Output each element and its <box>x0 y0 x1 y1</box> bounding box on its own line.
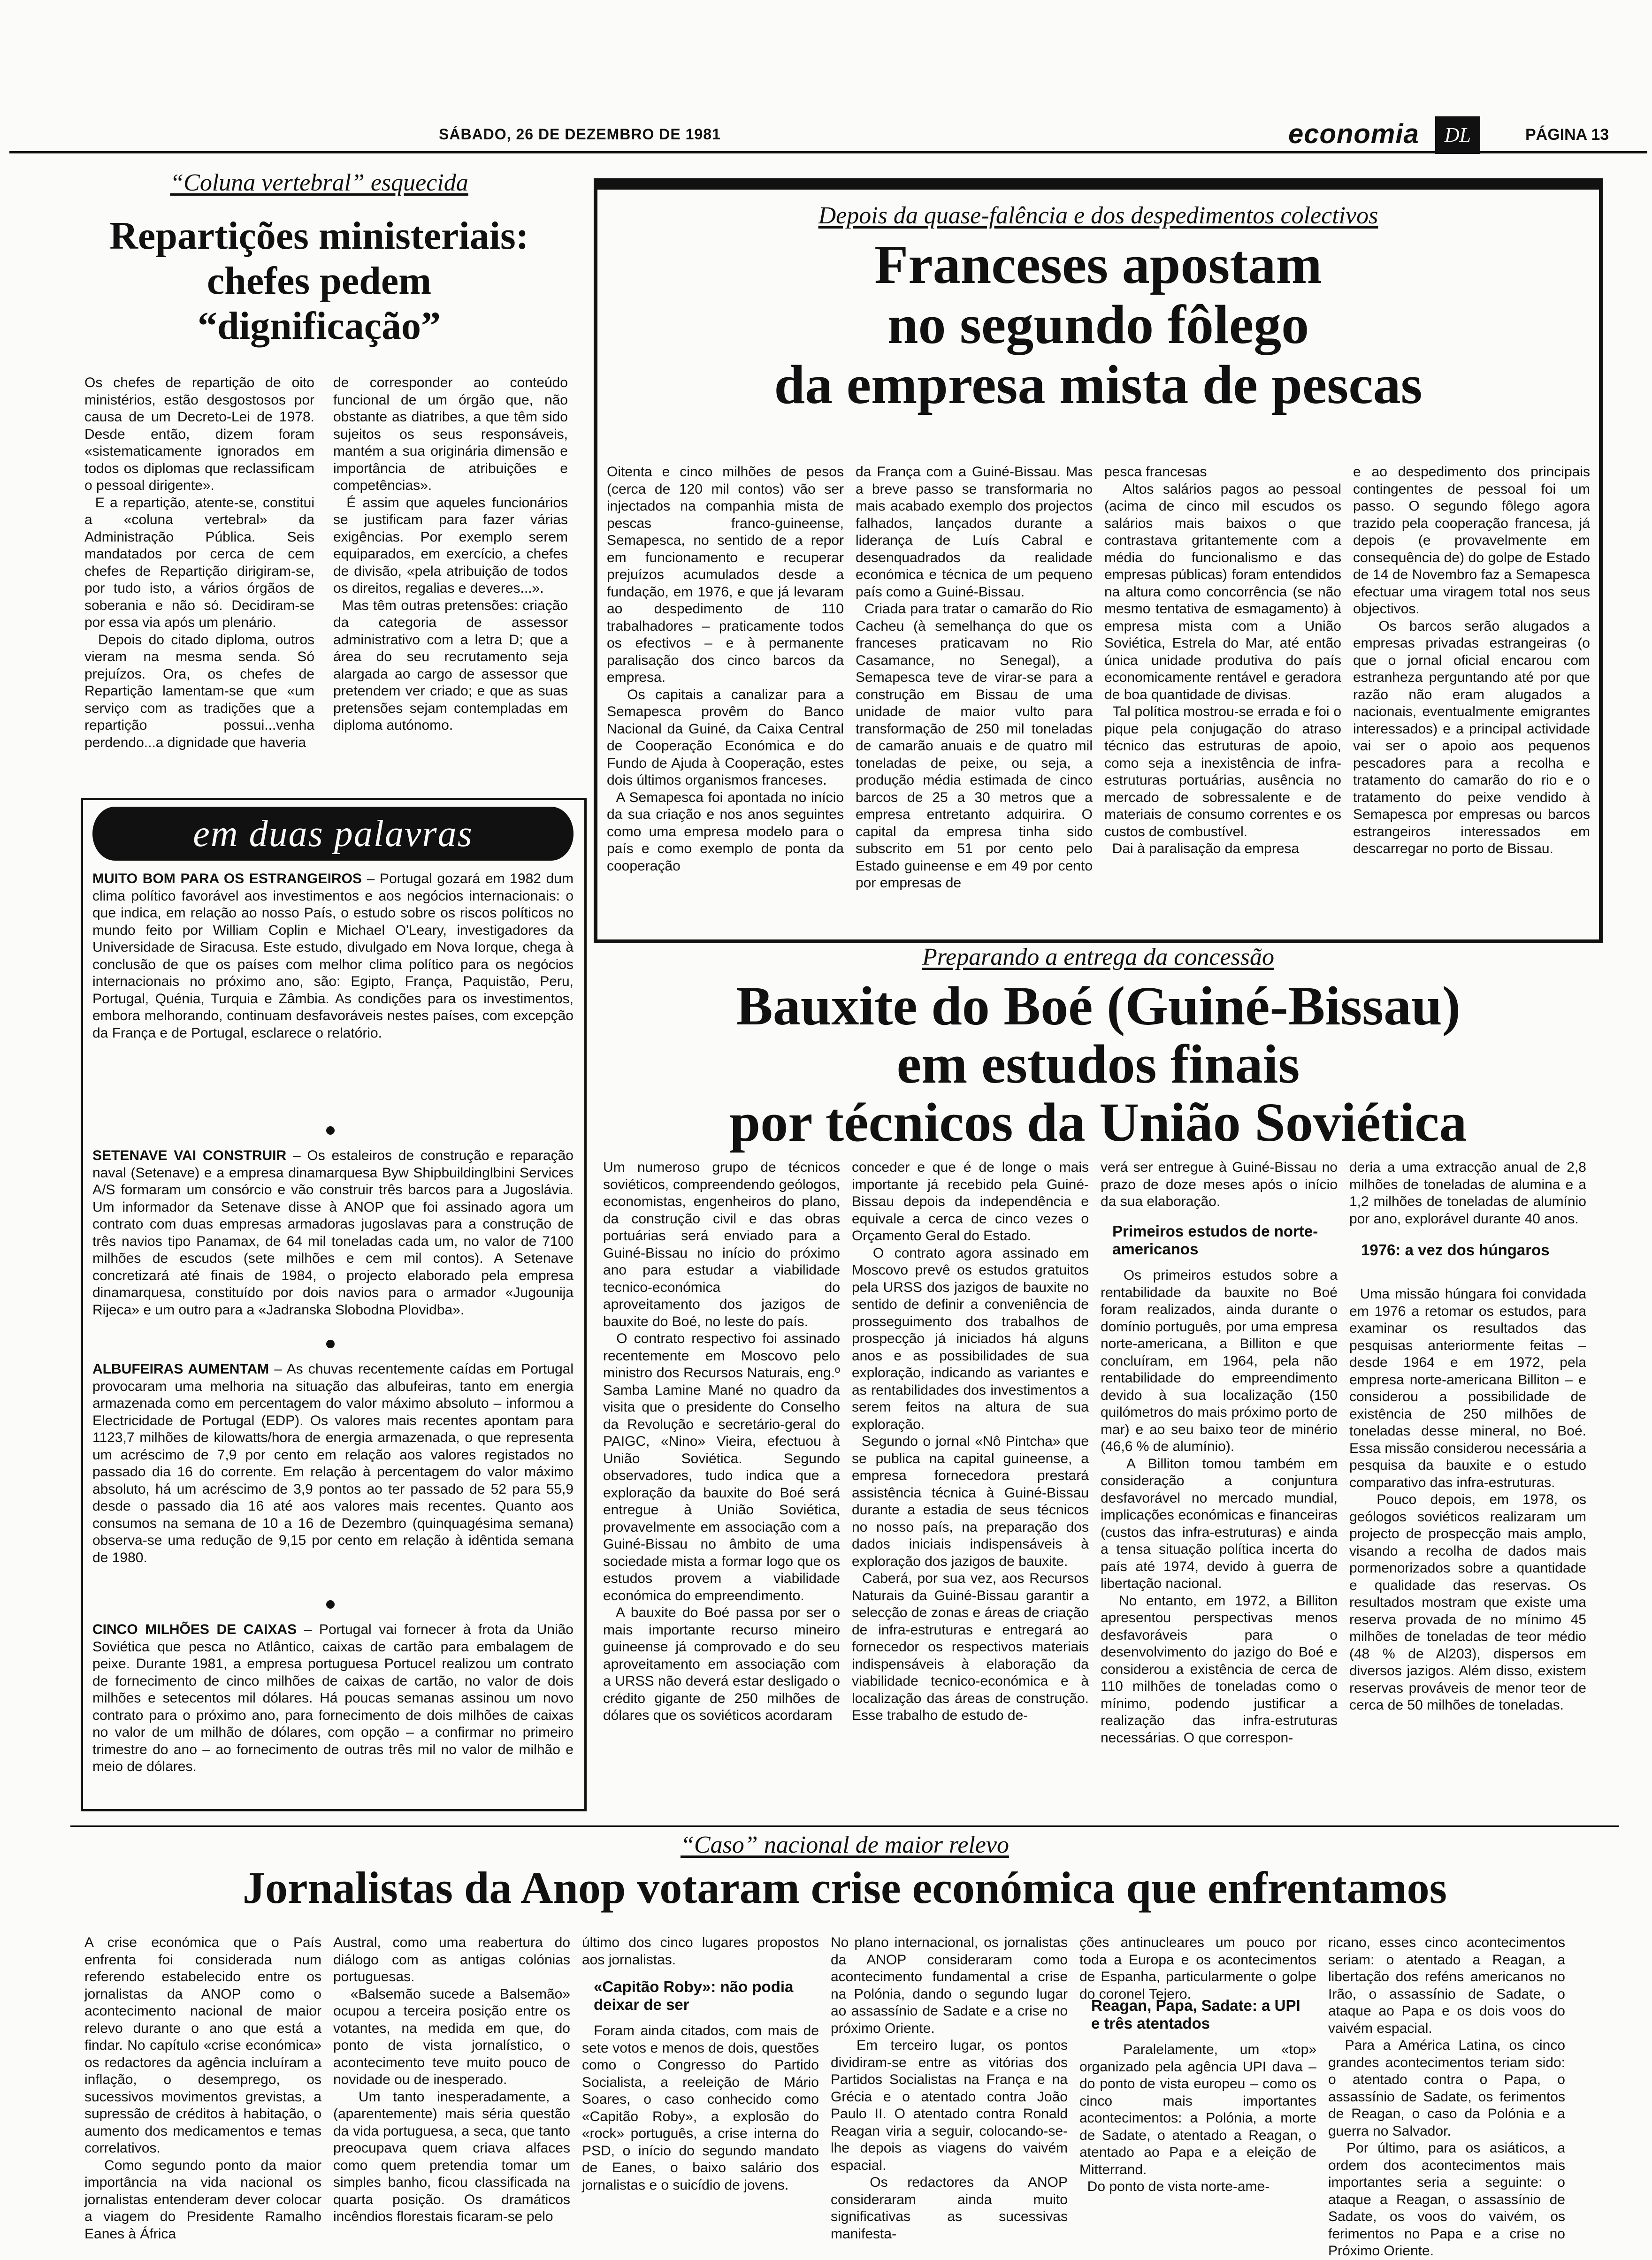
article-body-col-5b: Paralelamente, um «top» organizado pela agência UPI dava – do ponto de vista europeu – como os cinco mais importantes acontecimentos: a Polónia, a morte de Sadate, o atentado a Reagan, o atentado ao Papa e a eleição de Mitterrand. Do ponto de vista norte-ame- <box>1079 2042 1316 2194</box>
article-body-col-1: Um numeroso grupo de técnicos soviéticos, compreendendo geólogos, economistas, engenheiros do plano, da construção civil e das obras portuárias será enviado para a Guiné-Bissau no início do próximo ano para estudar a viabilidade tecnico-económica do aproveitamento dos jazigos de bauxite do Boé, no leste do país. O contrato respectivo foi assinado recentemente em Moscovo pelo ministro dos Recursos Naturais, eng.º Samba Lamine Mané no quadro da visita que o presidente do Conselho da Revolução e secretário-geral do PAIGC, «Nino» Vieira, efectuou à União Soviética. Segundo observadores, tudo indica que a exploração da bauxite do Boé será entregue à União Soviética, provavelmente em associação com a Guiné-Bissau no âmbito de uma sociedade mista a formar logo que os estudos provem a viabilidade económica do empreendimento. A bauxite do Boé passa por ser o mais importante recurso mineiro guineense já comprovado e do seu aproveitamento em associação com a URSS não deverá estar desligado o crédito gigante de 250 milhões de dólares que os soviéticos acordaram <box>603 1160 841 1723</box>
page-number: PÁGINA 13 <box>1525 126 1609 144</box>
article-body-col-4: No plano internacional, os jornalistas da ANOP consideraram como acontecimento fundamental a crise na Polónia, dando o segundo lugar ao assassínio de Sadate e a crise no próximo Oriente. Em terceiro lugar, os pontos dividiram-se entre as vitórias dos Partidos Socialistas na França e na Grécia e o atentado contra João Paulo II. O atentado contra Ronald Reagan viria a seguir, colocando-se-lhe depois as viagens do vaivém espacial. Os redactores da ANOP consideraram ainda muito significativas as sucessivas manifesta- <box>831 1935 1068 2242</box>
brief-item: ALBUFEIRAS AUMENTAM – As chuvas recentemente caídas em Portugal provocaram uma melhoria na situação das albufeiras, tanto em energia armazenada como em percentagem do valor máximo absoluto – informou a Electricidade de Portugal (EDP). Os valores mais recentes apontam para 1123,7 milhões de kilowatts/hora de energia armazenada, o que representa um acréscimo de 7,9 por cento em relação aos valores registados no passado dia 16 do corrente. Em relação à percentagem do valor máximo absoluto, há um acréscimo de 3,9 pontos ao ter passado de 52 para 55,9 desde o passado dia 16 até aos valores mais recentes. Quanto aos consumos na semana de 10 a 16 de Dezembro (quinquagésima semana) observa-se uma redução de 9,15 por cento em relação à idêntida semana de 1980. <box>92 1361 574 1565</box>
article-body-col-3b: Foram ainda citados, com mais de sete votos e menos de dois, questões como o Congresso do Partido Socialista, a reeleição de Mário Soares, o caso conhecido como «Capitão Roby», a explosão do «rock» português, a crise interna do PSD, o início do segundo mandato de Eanes, o baixo salário dos jornalistas e o suicídio de jovens. <box>582 2023 823 2193</box>
article-body-col-2: conceder e que é de longe o mais importante já recebido pela Guiné-Bissau depois da independência e equivale a cerca de cinco vezes o Orçamento Geral do Estado. O contrato agora assinado em Moscovo prevê os estudos gratuitos pela URSS dos jazigos de bauxite no sentido de definir a conveniência de prosseguimento dos trabalhos de prospecção já iniciados há alguns anos e as possibilidades de sua exploração, indicando as variantes e as rentabilidades dos investimentos a serem feitos na altura de sua exploração. Segundo o jornal «Nô Pintcha» que se publica na capital guineense, a empresa fornecedora prestará assistência técnica à Guiné-Bissau durante a estadia de seus técnicos no nosso país, na preparação dos dados iniciais indispensáveis à exploração dos jazigos de bauxite. Caberá, por sua vez, aos Recursos Naturais da Guiné-Bissau garantir a selecção de zonas e áreas de criação de infra-estruturas e entregará ao fornecedor os respectivos materiais indispensáveis à elaboração da viabilidade tecnico-económica e à localização das áreas de construção. Esse trabalho de estudo de- <box>852 1160 1089 1723</box>
page-header <box>0 0 1652 169</box>
article-reparticoes <box>70 169 568 784</box>
bullet-dot <box>326 1600 335 1609</box>
article-body-col-4: e ao despedimento dos principais contingentes de pessoal foi um passo. O segundo fôlego agora trazido pela cooperação francesa, já depois (e provavelmente em consequência de) do golpe de Estado de 14 de Novembro faz a Semapesca efectuar uma viragem total nos seus objectivos. Os barcos serão alugados a empresas privadas estrangeiras (o que o jornal oficial encarou com estranheza perguntando até por que razão não eram alugados a nacionais, eventualmente emigrantes interessados) e a principal actividade vai ser o apoio aos pequenos pescadores para a recolha e tratamento do camarão do rio e o tratamento do peixe vendido à Semapesca por empresas ou barcos estrangeiros interessados em descarregar no porto de Bissau. <box>1353 464 1590 856</box>
article-body-col-2: Austral, como uma reabertura do diálogo com as antigas colónias portuguesas. «Balsemão sucede a Balsemão» ocupou a terceira posição entre os votantes, na medida em que, do ponto de vista jornalístico, o acontecimento teve muito pouco de novidade ou de inesperado. Um tanto inesperadamente, a (aparentemente) mais séria questão da vida portuguesa, a seca, que tanto preocupava quem criava alfaces como quem pretendia tomar um simples banho, ficou classificada na quarta posição. Os dramáticos incêndios florestais ficaram-se pelo <box>333 1935 571 2224</box>
article-body-col-1: Os chefes de repartição de oito ministérios, estão desgostosos por causa de um Decreto-Lei de 1978. Desde então, dizem foram «sistematicamente ignorados em todos os diplomas que reclassificam o pessoal dirigente». E a repartição, atente-se, constitui a «coluna vertebral» da Administração Pública. Seis mandatados por cerca de cem chefes de Repartição dirigiram-se, por tudo isto, a vários órgãos de soberania e não só. Decidiram-se por essa via após um plenário. Depois do citado diploma, outros vieram na mesma senda. Só prejuízos. Ora, os chefes de Repartição lamentam-se que «um serviço com as tradições que a repartição possui...venha perdendo...a dignidade que haveria <box>84 375 315 750</box>
article-headline: Bauxite do Boé (Guiné-Bissau) em estudos finais por técnicos da União Soviética <box>729 975 1467 1153</box>
article-kicker: Preparando a entrega da concessão <box>922 944 1274 970</box>
bullet-dot <box>326 1126 335 1135</box>
article-body-col-5a: ções antinucleares um pouco por toda a Europa e os acontecimentos de Espanha, particularmente o golpe do coronel Tejero. <box>1079 1935 1321 2002</box>
article-body-col-3b: Os primeiros estudos sobre a rentabilidade da bauxite no Boé foram realizados, ainda durante o domínio português, por uma empresa norte-americana, a Billiton e que concluíram, em 1964, pela não rentabilidade do empreendimento devido à sua localização (150 quilómetros do mais próximo porto de mar) e ao seu baixo teor de minério (46,6 % de alumínio). A Billiton tomou também em consideração a conjuntura desfavorável no mercado mundial, implicações económicas e financeiras (custos das infra-estruturas) e ainda a tensa situação política incerta do país até 1974, devido à guerra de libertação nacional. No entanto, em 1972, a Billiton apresentou perspectivas menos desfavoráveis para o desenvolvimento do jazigo do Boé e considerou a existência de cerca de 110 milhões de toneladas como o mínimo, podendo justificar a realização das infra-estruturas necessárias. O que correspon- <box>1101 1267 1338 1746</box>
section-name: economia <box>1288 119 1419 149</box>
news-briefs-box <box>81 798 587 1811</box>
article-body-col-2: de corresponder ao conteúdo funcional de um órgão que, não obstante as diatribes, a que têm sido sujeitos os seus responsáveis, mantém a sua originária dimensão e importância de atribuições e competências». É assim que aqueles funcionários se justificam para fazer várias exigências. Por exemplo serem equiparados, em exercício, a chefes de divisão, «pela atribuição de todos os direitos, regalias e deveres...». Mas têm outras pretensões: criação da categoria de assessor administrativo com a letra D; que a área do seu recrutamento seja alargada ao cargo de assessor que pretendem ver criado; e que as suas pretensões sejam contempladas em diploma autónomo. <box>333 375 568 733</box>
article-body-col-3a: verá ser entregue à Guiné-Bissau no prazo de doze meses após o início da sua elaboração. <box>1101 1160 1342 1209</box>
article-kicker: “Coluna vertebral” esquecida <box>170 169 468 196</box>
article-kicker: “Caso” nacional de maior relevo <box>680 1832 1010 1858</box>
brief-item: SETENAVE VAI CONSTRUIR – Os estaleiros de construção e reparação naval (Setenave) e a empresa dinamarquesa Byw Shipbuildinglbini Services A/S formaram um consórcio e vão construir três barcos para a Jugoslávia. Um informador da Setenave disse à ANOP que foi assinado agora um contrato com duas empresas armadoras jugoslavas para a construção de três navios tipo Panamax, de 64 mil toneladas cada um, no valor de 7100 milhões de escudos (sete milhões e cem mil contos). A Setenave concretizará até finais de 1984, o projecto elaborado pela empresa dinamarquesa, constituído por dois navios para o armador «Jugounija Rijeca» e um outro para a «Jadranska Slobodna Plovidba». <box>92 1148 574 1318</box>
article-pescas-box <box>594 178 1603 943</box>
article-anop <box>70 1825 1619 2259</box>
brief-item: CINCO MILHÕES DE CAIXAS – Portugal vai fornecer à frota da União Soviética que pesca no Atlântico, caixas de cartão para embalagem de peixe. Durante 1981, a empresa portuguesa Portucel realizou um contrato de fornecimento de cinco milhões de caixas de cartão, no valor de dois milhões e setecentos mil dólares. Há poucas semanas assinou um novo contrato para o próximo ano, para fornecimento de dois milhões de caixas no valor de um milhão de dólares, com opção – a confirmar no primeiro trimestre do ano – ao fornecimento de outras três mil no valor de milhão e meio de dólares. <box>92 1622 574 1774</box>
bullet-dot <box>326 1340 335 1348</box>
article-headline: Franceses apostam no segundo fôlego da empresa mista de pescas <box>774 234 1423 415</box>
article-headline: Jornalistas da Anop votaram crise económica que enfrentamos <box>242 1863 1447 1913</box>
article-subheading: «Capitão Roby»: não podia deixar de ser <box>594 1978 794 2013</box>
article-subheading: Reagan, Papa, Sadate: a UPI e três atentados <box>1091 1997 1300 2032</box>
article-headline: Repartições ministeriais: chefes pedem “dignificação” <box>109 214 529 348</box>
section-divider <box>70 1825 1619 1827</box>
article-body-col-1: A crise económica que o País enfrenta foi considerada num referendo estabelecido entre os jornalistas da ANOP como o acontecimento nacional de maior relevo durante o ano que está a findar. No capítulo «crise económica» os redactores da agência incluíram a inflação, o desemprego, os sucessivos movimentos grevistas, a supressão de créditos à habitação, o aumento dos medicamentos e temas correlativos. Como segundo ponto da maior importância na vida nacional os jornalistas entenderam dever colocar a viagem do Presidente Ramalho Eanes à África <box>84 1935 321 2242</box>
article-body-col-6: ricano, esses cinco acontecimentos seriam: o atentado a Reagan, a libertação dos reféns americanos no Irão, o assassínio de Sadate, o ataque ao Papa e os dois voos do vaivém espacial. Para a América Latina, os cinco grandes acontecimentos teriam sido: o atentado contra o Papa, o assassínio de Sadate, os ferimentos de Reagan, o caso da Polónia e a guerra no Salvador. Por último, para os asiáticos, a ordem dos acontecimentos mais importantes seria a seguinte: o ataque a Reagan, o assassínio de Sadate, os voos do vaivém, os ferimentos no Papa e a crise no Próximo Oriente. <box>1328 1935 1566 2259</box>
briefs-banner-title: em duas palavras <box>193 813 473 855</box>
header-rule <box>9 151 1647 153</box>
brief-item: MUITO BOM PARA OS ESTRANGEIROS – Portugal gozará em 1982 dum clima político favorável aos investimentos e aos negócios internacionais: o que indica, em relação ao nosso País, o estudo sobre os riscos políticos no mundo feito por William Coplin e Michael O'Leary, investigadores da Universidade de Siracusa. Este estudo, divulgado em Nova Iorque, chega à conclusão de que os países com melhor clima político para os negócios internacionais no próximo ano, são: Egipto, França, Paquistão, Peru, Portugal, Quénia, Turquia e Zâmbia. As condições para os investimentos, embora melhorando, continuam desfavoráveis nestes países, com excepção da França e de Portugal, esclarece o relatório. <box>92 871 574 1041</box>
article-subheading: 1976: a vez dos húngaros <box>1361 1241 1550 1259</box>
article-body-col-2: da França com a Guiné-Bissau. Mas a breve passo se transformaria no mais acabado exemplo dos projectos falhados, lançados durante a liderança de Luís Cabral e desenquadrados da realidade económica e técnica de um pequeno país como a Guiné-Bissau. Criada para tratar o camarão do Rio Cacheu (à semelhança do que os franceses praticavam no Rio Casamance, no Senegal), a Semapesca teve de virar-se para a construção em Bissau de uma unidade de maior vulto para transformação de 250 mil toneladas de camarão anuais e de quatro mil toneladas de peixe, ou seja, a produção média estimada de cinco barcos de 25 a 30 metros que a empresa entretanto adquirira. O capital da empresa tinha sido subscrito em 51 por cento pelo Estado guineense e em 49 por cento por empresas de <box>856 464 1093 891</box>
box-top-band <box>597 182 1599 190</box>
section-logo: DL <box>1435 116 1480 154</box>
article-bauxite <box>594 943 1603 1821</box>
article-kicker: Depois da quase-falência e dos despedimentos colectivos <box>818 202 1378 229</box>
article-body-col-3: pesca francesas Altos salários pagos ao pessoal (acima de cinco mil escudos os salários mais baixos o que contrastava gritantemente com a média do funcionalismo e das empresas públicas) foram entendidos na altura como concorrência (se não mesmo tentativa de esmagamento) à empresa mista com a União Soviética, Estrela do Mar, até então única unidade produtiva do país economicamente rentável e geradora de boa quantidade de divisas. Tal política mostrou-se errada e foi o pique pela conjugação do atraso técnico das estruturas de apoio, como seja a inexistência de infra-estruturas portuárias, ausência no mercado de sobressalente e de materiais de consumo correntes e os custos de combustível. Dai à paralisação da empresa <box>1104 464 1342 856</box>
article-body-col-3a: último dos cinco lugares propostos aos jornalistas. <box>582 1935 823 1968</box>
article-body-col-1: Oitenta e cinco milhões de pesos (cerca de 120 mil contos) vão ser injectados na companhia mista de pescas franco-guineense, Semapesca, no sentido de a repor em funcionamento e recuperar prejuízos acumulados desde a fundação, em 1976, e que já levaram ao despedimento de 110 trabalhadores – praticamente todos os efectivos – e à permanente paralisação dos cinco barcos da empresa. Os capitais a canalizar para a Semapesca provêm do Banco Nacional da Guiné, da Caixa Central de Cooperação Económica e do Fundo de Ajuda à Cooperação, estes dois últimos organismos franceses. A Semapesca foi apontada no início da sua criação e nos anos seguintes como uma empresa modelo para o país e como exemplo de ponta da cooperação <box>607 464 844 874</box>
article-body-col-4b: Uma missão húngara foi convidada em 1976 a retomar os estudos, para examinar os resultados das pesquisas anteriormente feitas – desde 1964 e em 1972, pela empresa norte-americana Billiton – e considerou a possibilidade de existência de 250 milhões de toneladas desse mineral, no Boé. Essa missão considerou necessária a pesquisa da bauxite e o estudo comparativo das infra-estruturas. Pouco depois, em 1978, os geólogos soviéticos realizaram um projecto de prospecção mais amplo, visando a recolha de dados mais pormenorizados sobre a quantidade e qualidade das reservas. Os resultados mostram que existe uma reserva provada de no mínimo 45 milhões de toneladas de teor médio (48 % de Al203), dispersos em diversos jazigos. Além disso, existem reservas prováveis de menor teor de cerca de 50 milhões de toneladas. <box>1349 1286 1587 1713</box>
article-subheading: Primeiros estudos de norte-americanos <box>1112 1222 1318 1258</box>
header-date: SÁBADO, 26 DE DEZEMBRO DE 1981 <box>439 126 721 143</box>
article-body-col-4a: deria a uma extracção anual de 2,8 milhões de toneladas de alumina e a 1,2 milhões de toneladas de alumínio por ano, explorável durante 40 anos. <box>1349 1160 1591 1227</box>
